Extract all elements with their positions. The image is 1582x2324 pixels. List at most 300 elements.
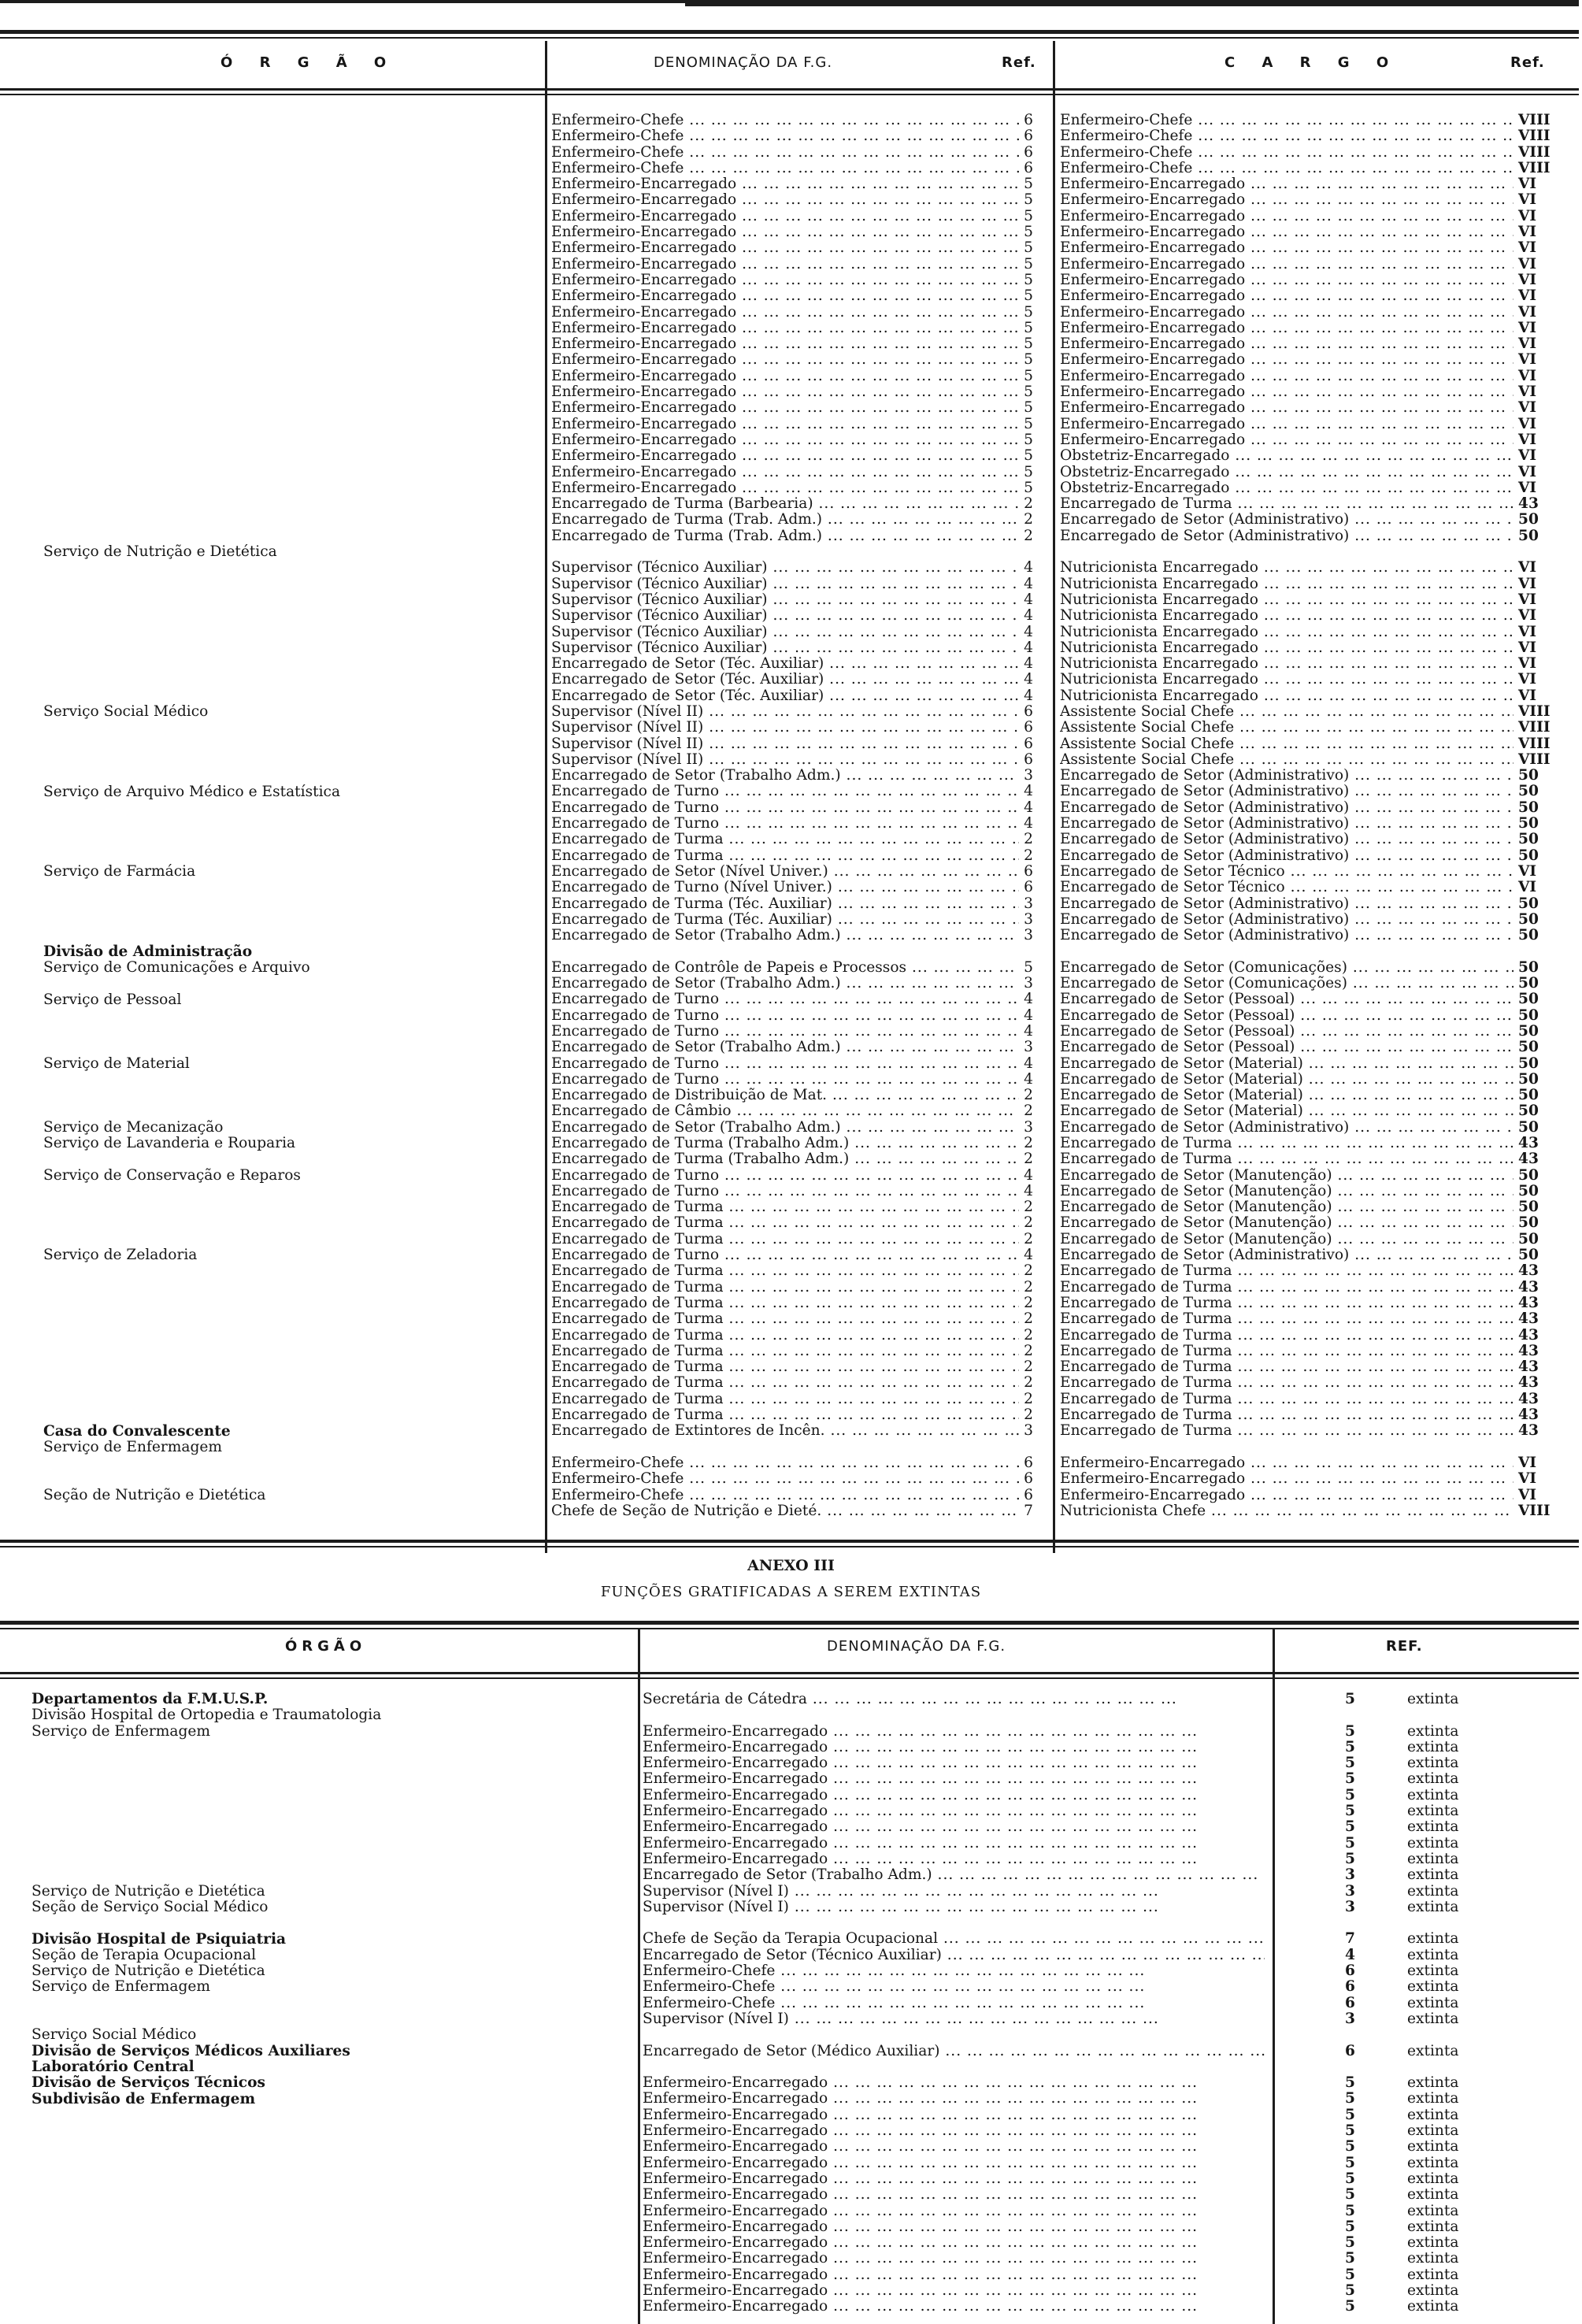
cargo-row	[1060, 1199, 1564, 1215]
fg-row	[551, 1199, 1033, 1215]
fg-label: Encarregado de Contrôle de Papeis e Processos ... .	[551, 960, 1033, 976]
t2-ref-row	[1277, 1915, 1569, 1931]
t2-ref-row	[1277, 1819, 1569, 1835]
orgao-label: Serviço de Conservação e Reparos	[43, 1166, 301, 1184]
t2-ref-row	[1277, 1707, 1569, 1723]
table2-header-rule	[0, 1672, 1579, 1674]
fg-row	[551, 784, 1033, 799]
cargo-row	[1060, 1423, 1564, 1439]
col-header-cargo: C A R G O	[1224, 54, 1400, 71]
fg-row	[551, 145, 1033, 161]
t2-fg-label: Encarregado de Setor (Técnico Auxiliar) ... .	[643, 1948, 1265, 1963]
cargo-ref: 50	[1513, 1168, 1564, 1184]
fg-row	[551, 224, 1033, 240]
cargo-ref: VI	[1513, 560, 1564, 576]
fg-row	[551, 1328, 1033, 1344]
fg-row	[551, 640, 1033, 656]
fg-label: Enfermeiro-Encarregado ... .	[551, 257, 1033, 272]
fg-row	[551, 465, 1033, 480]
cargo-row	[1060, 1488, 1564, 1503]
cargo-row	[1060, 369, 1564, 384]
fg-ref: 4	[1019, 672, 1033, 688]
col-header-orgao: Ó R G Ã O	[220, 54, 398, 71]
col-header-ref: Ref.	[1002, 54, 1036, 71]
cargo-row	[1060, 288, 1564, 304]
cargo-label: Encarregado de Setor (Pessoal) ... .	[1060, 1024, 1564, 1040]
cargo-ref: 50	[1513, 848, 1564, 864]
fg-row	[551, 400, 1033, 416]
t2-fg-label: Enfermeiro-Encarregado ... .	[643, 2187, 1198, 2203]
cargo-ref: 50	[1513, 512, 1564, 528]
fg-ref: 2	[1019, 1344, 1033, 1359]
cargo-label: Enfermeiro-Encarregado ... .	[1060, 1471, 1564, 1487]
fg-ref: 4	[1019, 991, 1033, 1007]
fg-ref: 3	[1019, 768, 1033, 784]
t2-fg-row	[643, 1755, 1265, 1771]
fg-label: Encarregado de Câmbio ... .	[551, 1103, 1033, 1119]
cargo-label: Encarregado de Setor (Administrativo) ... .	[1060, 784, 1564, 799]
fg-label: Encarregado de Setor (Nível Univer.) ... .	[551, 864, 1033, 880]
fg-row	[551, 1120, 1033, 1136]
fg-row	[551, 512, 1033, 528]
cargo-row	[1060, 145, 1564, 161]
cargo-row	[1060, 176, 1564, 192]
t2-fg-row	[643, 1900, 1265, 1915]
t2-fg-row	[643, 2283, 1265, 2299]
fg-label: Encarregado de Turma ... .	[551, 1328, 1033, 1344]
fg-row	[551, 1168, 1033, 1184]
t2-ref-value: 5	[1345, 2123, 1355, 2140]
cargo-ref: 50	[1513, 832, 1564, 847]
fg-label: Enfermeiro-Encarregado ... .	[551, 192, 1033, 208]
t2-status: extinta	[1407, 2107, 1459, 2123]
fg-label: Enfermeiro-Encarregado ... .	[551, 305, 1033, 321]
t2-col-divider-1	[638, 1629, 640, 2324]
t2-fg-row	[643, 1884, 1265, 1900]
fg-row	[551, 848, 1033, 864]
fg-ref: 6	[1019, 1471, 1033, 1487]
fg-label: Encarregado de Setor (Trabalho Adm.) ... .	[551, 1120, 1033, 1136]
cargo-ref: 43	[1513, 1359, 1564, 1375]
t2-ref-row	[1277, 1979, 1569, 1995]
fg-label: Encarregado de Turma (Trabalho Adm.) ... .	[551, 1136, 1033, 1151]
cargo-row	[1060, 928, 1564, 943]
t2-fg-row	[643, 2235, 1265, 2251]
cargo-label: Assistente Social Chefe ... .	[1060, 736, 1564, 752]
orgao-label: Casa do Convalescente	[43, 1422, 231, 1440]
fg-row	[551, 672, 1033, 688]
fg-label: Enfermeiro-Encarregado ... .	[551, 272, 1033, 288]
cargo-row	[1060, 448, 1564, 464]
fg-ref: 5	[1019, 272, 1033, 288]
fg-label: Supervisor (Técnico Auxiliar) ... .	[551, 560, 1033, 576]
cargo-row	[1060, 528, 1564, 544]
t2-ref-value: 5	[1345, 2251, 1355, 2267]
t2-orgao-label: Serviço de Nutrição e Dietética	[31, 1963, 265, 1980]
fg-label: Encarregado de Setor (Téc. Auxiliar) ... .	[551, 656, 1033, 672]
cargo-ref: 43	[1513, 1151, 1564, 1167]
fg-ref: 6	[1019, 161, 1033, 176]
t2-fg-label: Encarregado de Setor (Trabalho Adm.) ... .	[643, 1867, 1265, 1883]
fg-label: Enfermeiro-Encarregado ... .	[551, 176, 1033, 192]
fg-label: Encarregado de Setor (Téc. Auxiliar) ... .	[551, 672, 1033, 688]
cargo-label: Enfermeiro-Encarregado ... .	[1060, 224, 1564, 240]
fg-label: Supervisor (Nível II) ... .	[551, 736, 1033, 752]
t2-fg-label: Encarregado de Setor (Médico Auxiliar) ... .	[643, 2044, 1265, 2059]
t2-ref-value: 5	[1345, 2282, 1355, 2299]
cargo-label: Assistente Social Chefe ... .	[1060, 752, 1564, 768]
cargo-label: Encarregado de Setor (Manutenção) ... .	[1060, 1215, 1564, 1231]
cargo-row	[1060, 1295, 1564, 1311]
fg-label: Supervisor (Técnico Auxiliar) ... .	[551, 608, 1033, 624]
cargo-ref: 50	[1513, 816, 1564, 832]
t2-status: extinta	[1407, 2155, 1459, 2171]
t2-ref-value: 5	[1345, 1739, 1355, 1755]
t2-status: extinta	[1407, 1979, 1459, 1996]
t2-fg-label: Enfermeiro-Encarregado ... .	[643, 2219, 1198, 2235]
fg-row	[551, 305, 1033, 321]
cargo-row	[1060, 784, 1564, 799]
fg-ref: 4	[1019, 560, 1033, 576]
cargo-label: Encarregado de Setor (Administrativo) ... .	[1060, 1120, 1564, 1136]
fg-row	[551, 720, 1033, 736]
t2-ref-value: 3	[1345, 1883, 1355, 1900]
fg-ref: 5	[1019, 369, 1033, 384]
fg-label: Encarregado de Turma ... .	[551, 1280, 1033, 1295]
t2-ref-value: 5	[1345, 2107, 1355, 2123]
cargo-label: Encarregado de Setor (Material) ... .	[1060, 1103, 1564, 1119]
fg-ref: 4	[1019, 1184, 1033, 1199]
fg-ref: 3	[1019, 912, 1033, 928]
cargo-row	[1060, 991, 1564, 1007]
t2-ref-value: 5	[1345, 1787, 1355, 1803]
cargo-ref: VI	[1513, 240, 1564, 256]
cargo-ref: 50	[1513, 1024, 1564, 1040]
fg-ref: 2	[1019, 1280, 1033, 1295]
fg-ref: 5	[1019, 336, 1033, 352]
fg-row	[551, 736, 1033, 752]
t2-ref-value: 6	[1345, 1979, 1355, 1996]
cargo-label: Encarregado de Setor (Pessoal) ... .	[1060, 1040, 1564, 1055]
cargo-row	[1060, 1136, 1564, 1151]
cargo-ref: VI	[1513, 864, 1564, 880]
t2-orgao-label: Serviço de Enfermagem	[31, 1722, 210, 1740]
cargo-label: Enfermeiro-Encarregado ... .	[1060, 209, 1564, 224]
cargo-ref: VI	[1513, 176, 1564, 192]
t2-status: extinta	[1407, 2282, 1459, 2299]
cargo-ref: VI	[1513, 224, 1564, 240]
cargo-ref: 43	[1513, 1311, 1564, 1327]
cargo-label: Enfermeiro-Encarregado ... .	[1060, 257, 1564, 272]
fg-ref: 4	[1019, 625, 1033, 640]
table2-top-rule-thin	[0, 1628, 1579, 1629]
t2-ref-value: 5	[1345, 1723, 1355, 1740]
fg-ref: 6	[1019, 736, 1033, 752]
t2-ref-row	[1277, 2267, 1569, 2283]
cargo-ref: VI	[1513, 1471, 1564, 1487]
t2-ref-row	[1277, 2027, 1569, 2043]
cargo-ref: VI	[1513, 656, 1564, 672]
fg-row	[551, 1072, 1033, 1088]
t2-fg-label: Secretária de Cátedra ... .	[643, 1692, 1177, 1707]
fg-row	[551, 113, 1033, 128]
fg-ref: 5	[1019, 384, 1033, 400]
fg-label: Encarregado de Turno ... .	[551, 1168, 1033, 1184]
orgao-label: Serviço Social Médico	[43, 703, 209, 721]
cargo-ref: VI	[1513, 400, 1564, 416]
cargo-ref: 50	[1513, 991, 1564, 1007]
cargo-label: Encarregado de Setor (Pessoal) ... .	[1060, 991, 1564, 1007]
cargo-ref: VI	[1513, 625, 1564, 640]
fg-row	[551, 448, 1033, 464]
cargo-label: Encarregado de Setor (Administrativo) ... .	[1060, 816, 1564, 832]
fg-ref: 2	[1019, 832, 1033, 847]
fg-label: Supervisor (Nível II) ... .	[551, 704, 1033, 720]
fg-ref: 4	[1019, 656, 1033, 672]
cargo-row	[1060, 128, 1564, 144]
fg-label: Encarregado de Turma ... .	[551, 1344, 1033, 1359]
cargo-ref: 50	[1513, 928, 1564, 943]
t2-fg-row	[643, 1996, 1265, 2011]
cargo-row	[1060, 1103, 1564, 1119]
t2-fg-row	[643, 1931, 1265, 1947]
fg-row	[551, 1503, 1033, 1519]
t2-ref-row	[1277, 2219, 1569, 2235]
cargo-ref: 50	[1513, 1199, 1564, 1215]
fg-ref: 7	[1019, 1503, 1033, 1519]
t2-fg-row	[643, 1915, 1265, 1931]
t2-fg-row	[643, 2044, 1265, 2059]
cargo-ref: VIII	[1513, 113, 1564, 128]
fg-row	[551, 880, 1033, 895]
fg-row	[551, 1280, 1033, 1295]
fg-label: Enfermeiro-Chefe ... .	[551, 161, 1033, 176]
fg-ref: 5	[1019, 288, 1033, 304]
cargo-row	[1060, 896, 1564, 912]
t2-fg-row	[643, 1788, 1265, 1803]
cargo-label: Encarregado de Turma ... .	[1060, 1136, 1564, 1151]
t2-ref-row	[1277, 2299, 1569, 2315]
fg-ref: 3	[1019, 1423, 1033, 1439]
cargo-ref: VI	[1513, 336, 1564, 352]
t2-ref-value: 5	[1345, 1755, 1355, 1772]
cargo-row	[1060, 272, 1564, 288]
cargo-ref: VI	[1513, 592, 1564, 608]
t2-status: extinta	[1407, 2091, 1459, 2107]
cargo-label: Nutricionista Encarregado ... .	[1060, 625, 1564, 640]
cargo-label: Encarregado de Turma ... .	[1060, 496, 1564, 512]
cargo-ref: VI	[1513, 257, 1564, 272]
cargo-row	[1060, 544, 1564, 560]
cargo-ref: VIII	[1513, 704, 1564, 720]
fg-ref: 6	[1019, 1455, 1033, 1471]
orgao-label: Divisão de Administração	[43, 943, 253, 960]
t2-status: extinta	[1407, 2218, 1459, 2235]
t2-status: extinta	[1407, 2011, 1459, 2027]
cargo-row	[1060, 752, 1564, 768]
fg-row	[551, 1184, 1033, 1199]
cargo-label: Encarregado de Setor (Manutenção) ... .	[1060, 1199, 1564, 1215]
fg-label: Encarregado de Turma ... .	[551, 1215, 1033, 1231]
fg-row	[551, 592, 1033, 608]
t2-orgao-label: Serviço de Enfermagem	[31, 1978, 210, 1996]
col-divider-2	[1053, 41, 1055, 1553]
cargo-label: Encarregado de Turma ... .	[1060, 1328, 1564, 1344]
fg-label: Encarregado de Turma (Trabalho Adm.) ... .	[551, 1151, 1033, 1167]
fg-ref: 4	[1019, 608, 1033, 624]
t2-ref-row	[1277, 2251, 1569, 2267]
fg-label: Enfermeiro-Chefe ... .	[551, 113, 1033, 128]
cargo-row	[1060, 704, 1564, 720]
fg-row	[551, 1311, 1033, 1327]
t2-status: extinta	[1407, 2123, 1459, 2140]
cargo-row	[1060, 400, 1564, 416]
cargo-ref: 50	[1513, 1120, 1564, 1136]
t2-fg-row	[643, 1803, 1265, 1819]
fg-ref: 6	[1019, 145, 1033, 161]
t2-orgao-label: Divisão de Serviços Técnicos	[31, 2074, 265, 2092]
t2-orgao-label: Serviço Social Médico	[31, 2026, 197, 2044]
cargo-ref: 43	[1513, 1136, 1564, 1151]
fg-label: Encarregado de Turno ... .	[551, 1024, 1033, 1040]
t2-ref-value: 5	[1345, 2203, 1355, 2219]
orgao-label: Serviço de Enfermagem	[43, 1438, 222, 1455]
cargo-label: Encarregado de Turma ... .	[1060, 1295, 1564, 1311]
cargo-ref: VI	[1513, 192, 1564, 208]
t2-fg-row	[643, 1867, 1265, 1883]
cargo-row	[1060, 321, 1564, 336]
cargo-row	[1060, 1359, 1564, 1375]
cargo-label: Encarregado de Setor (Administrativo) ... .	[1060, 832, 1564, 847]
orgao-label: Seção de Nutrição e Dietética	[43, 1486, 266, 1503]
t2-status: extinta	[1407, 1947, 1459, 1963]
fg-label: Encarregado de Setor (Téc. Auxiliar) ... .	[551, 688, 1033, 704]
cargo-label: Enfermeiro-Encarregado ... .	[1060, 432, 1564, 448]
t2-fg-row	[643, 1979, 1265, 1995]
fg-ref: 5	[1019, 960, 1033, 976]
cargo-label: Nutricionista Encarregado ... .	[1060, 608, 1564, 624]
fg-ref: 4	[1019, 816, 1033, 832]
t2-header-orgao: ÓRGÃO	[285, 1638, 367, 1655]
fg-ref: 2	[1019, 1151, 1033, 1167]
fg-row	[551, 1151, 1033, 1167]
orgao-label: Serviço de Farmácia	[43, 863, 196, 880]
cargo-ref: VI	[1513, 480, 1564, 496]
fg-label: Encarregado de Turno ... .	[551, 991, 1033, 1007]
cargo-label: Nutricionista Encarregado ... .	[1060, 560, 1564, 576]
cargo-label: Encarregado de Turma ... .	[1060, 1311, 1564, 1327]
t2-ref-row	[1277, 1771, 1569, 1787]
cargo-row	[1060, 943, 1564, 959]
t2-ref-row	[1277, 1788, 1569, 1803]
header-top-rule	[0, 30, 1579, 34]
t2-ref-value: 7	[1345, 1931, 1355, 1948]
cargo-ref: 43	[1513, 1344, 1564, 1359]
fg-label: Encarregado de Turno (Nível Univer.) ... .	[551, 880, 1033, 895]
fg-ref: 4	[1019, 1168, 1033, 1184]
t2-fg-label: Enfermeiro-Encarregado ... .	[643, 1771, 1198, 1787]
cargo-row	[1060, 1040, 1564, 1055]
fg-ref: 4	[1019, 1056, 1033, 1072]
t2-status: extinta	[1407, 2299, 1459, 2315]
fg-label: Enfermeiro-Encarregado ... .	[551, 321, 1033, 336]
t2-ref-value: 5	[1345, 2170, 1355, 2187]
t2-orgao-label: Divisão Hospital de Ortopedia e Traumatologia	[31, 1707, 382, 1724]
fg-row	[551, 1215, 1033, 1231]
cargo-row	[1060, 800, 1564, 816]
cargo-label: Encarregado de Turma ... .	[1060, 1423, 1564, 1439]
cargo-label: Encarregado de Setor (Administrativo) ... .	[1060, 848, 1564, 864]
cargo-label: Enfermeiro-Encarregado ... .	[1060, 336, 1564, 352]
fg-ref: 4	[1019, 576, 1033, 592]
cargo-row	[1060, 848, 1564, 864]
t2-fg-row	[643, 2107, 1265, 2123]
fg-label: Encarregado de Turno ... .	[551, 1056, 1033, 1072]
cargo-ref: 50	[1513, 1215, 1564, 1231]
t2-ref-row	[1277, 1931, 1569, 1947]
fg-row	[551, 240, 1033, 256]
cargo-row	[1060, 113, 1564, 128]
fg-label: Enfermeiro-Encarregado ... .	[551, 288, 1033, 304]
t2-ref-row	[1277, 2044, 1569, 2059]
t2-header-ref: REF.	[1386, 1638, 1423, 1655]
fg-ref: 2	[1019, 496, 1033, 512]
fg-label: Encarregado de Turma ... .	[551, 832, 1033, 847]
t2-fg-label: Enfermeiro-Chefe ... .	[643, 1979, 1145, 1995]
cargo-label: Encarregado de Setor (Administrativo) ... .	[1060, 800, 1564, 816]
fg-row	[551, 1088, 1033, 1103]
cargo-row	[1060, 608, 1564, 624]
cargo-row	[1060, 1120, 1564, 1136]
cargo-label: Encarregado de Setor (Administrativo) ... .	[1060, 912, 1564, 928]
orgao-label: Serviço de Nutrição e Dietética	[43, 543, 277, 561]
cargo-row	[1060, 1280, 1564, 1295]
t2-ref-value: 3	[1345, 1899, 1355, 1915]
cargo-row	[1060, 1168, 1564, 1184]
fg-ref: 5	[1019, 240, 1033, 256]
cargo-row	[1060, 336, 1564, 352]
t2-fg-label: Chefe de Seção da Terapia Ocupacional ... .	[643, 1931, 1265, 1947]
cargo-row	[1060, 209, 1564, 224]
t2-ref-value: 5	[1345, 2267, 1355, 2283]
t2-fg-row	[643, 2011, 1265, 2027]
t2-fg-label: Enfermeiro-Encarregado ... .	[643, 1788, 1198, 1803]
fg-row	[551, 864, 1033, 880]
fg-row	[551, 1471, 1033, 1487]
cargo-row	[1060, 576, 1564, 592]
fg-label: Supervisor (Técnico Auxiliar) ... .	[551, 625, 1033, 640]
cargo-ref: 50	[1513, 1040, 1564, 1055]
cargo-ref: VI	[1513, 321, 1564, 336]
fg-row	[551, 704, 1033, 720]
t2-fg-label: Enfermeiro-Encarregado ... .	[643, 2075, 1198, 2091]
t2-ref-value: 3	[1345, 1867, 1355, 1884]
t2-ref-row	[1277, 2155, 1569, 2171]
cargo-row	[1060, 1056, 1564, 1072]
orgao-label: Serviço de Material	[43, 1055, 190, 1072]
cargo-label: Nutricionista Encarregado ... .	[1060, 656, 1564, 672]
fg-label: Enfermeiro-Encarregado ... .	[551, 384, 1033, 400]
table2-top-rule	[0, 1621, 1579, 1625]
fg-row	[551, 560, 1033, 576]
cargo-label: Obstetriz-Encarregado ... .	[1060, 465, 1564, 480]
cargo-ref: 50	[1513, 1072, 1564, 1088]
cargo-label: Enfermeiro-Encarregado ... .	[1060, 369, 1564, 384]
cargo-row	[1060, 480, 1564, 496]
t2-orgao-label: Departamentos da F.M.U.S.P.	[31, 1691, 269, 1707]
cargo-ref: 43	[1513, 1407, 1564, 1423]
t2-ref-column	[1277, 1692, 1569, 2315]
